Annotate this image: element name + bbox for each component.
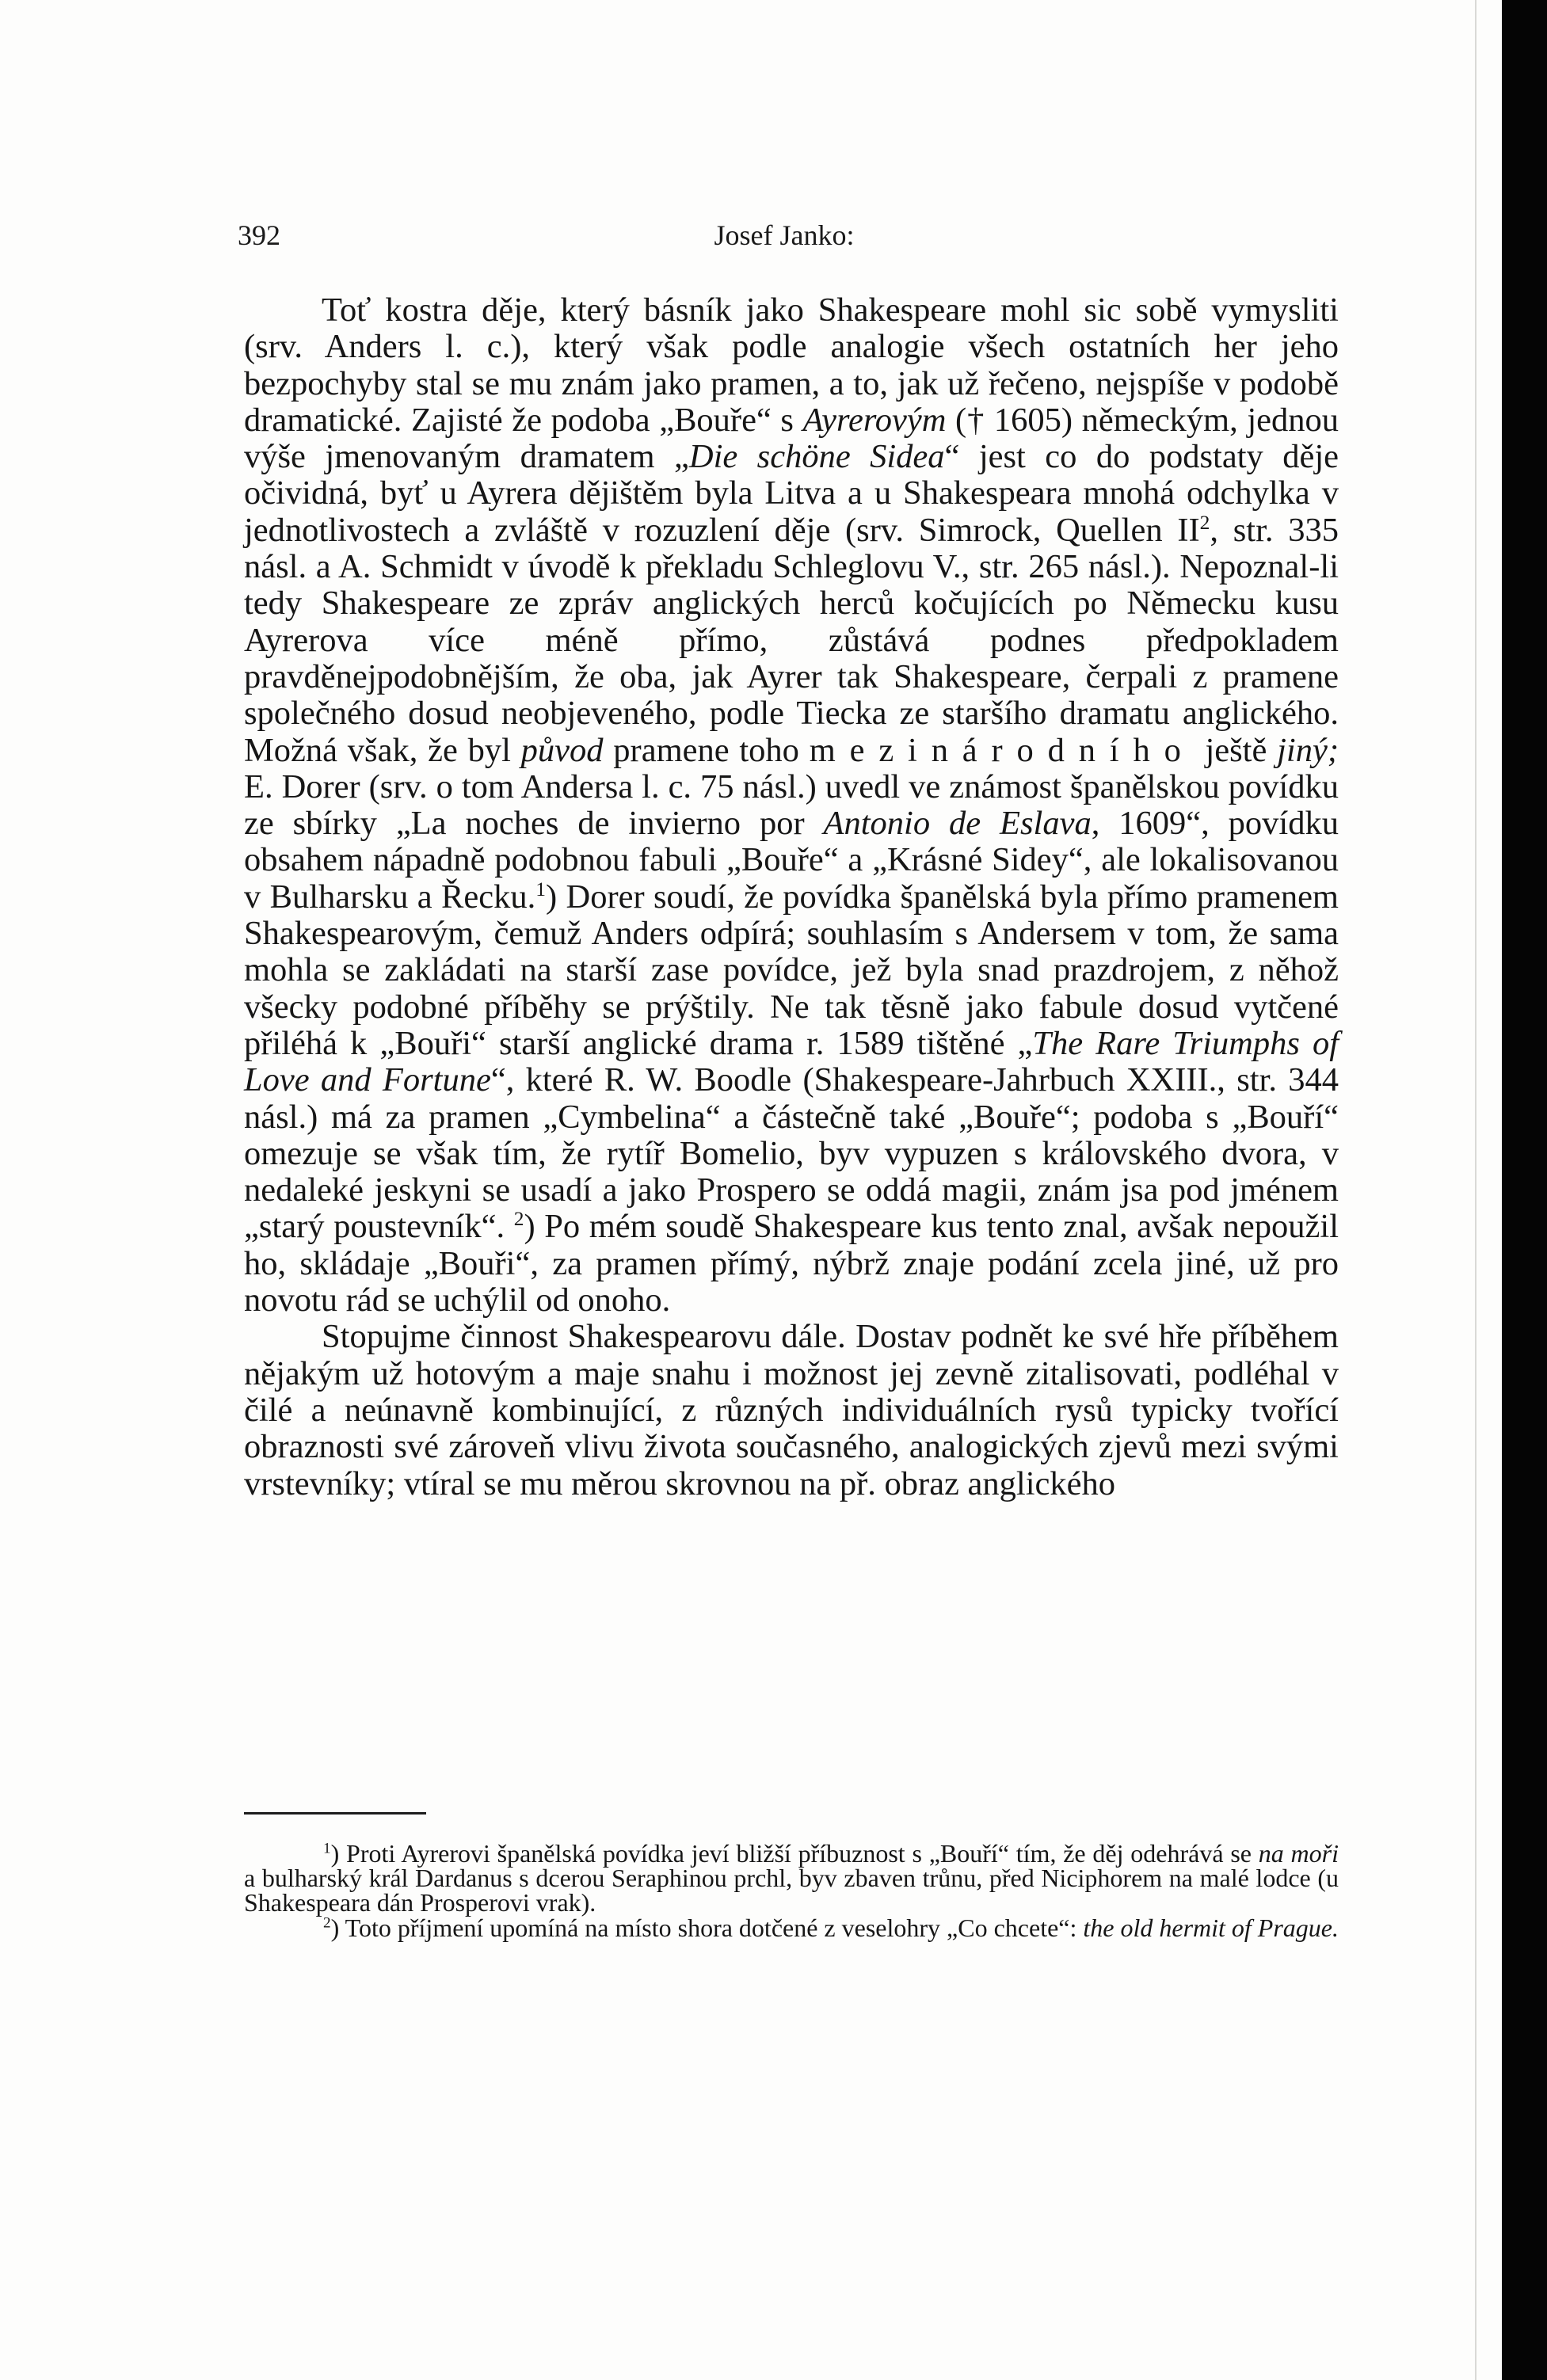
running-title: Josef Janko: — [714, 219, 855, 251]
italic-hermit: the old hermit of Prague. — [1083, 1913, 1339, 1942]
page-edge-shadow — [1475, 0, 1477, 2380]
italic-eslava: Antonio de Eslava — [823, 805, 1092, 843]
italic-ayrer: Ayrerovým — [802, 401, 947, 439]
spaced-mezinarodniho: mezinárodního — [809, 731, 1195, 769]
footnote-ref-2: 2 — [513, 1207, 524, 1231]
footnote-ref-1: 1 — [535, 877, 546, 901]
italic-rare-triumphs: The Rare Triumphs of Love and Fortune — [244, 1024, 1339, 1099]
main-text — [244, 292, 1339, 1502]
footnotes — [244, 1841, 1339, 1940]
italic-puvod: původ — [520, 731, 604, 769]
italic-na-mori: na moři — [1258, 1839, 1339, 1868]
footnote-2: $^2$) Toto příjmení upomíná na místo shora dotčené z veselohry „Co chcete“: the old hermit of Prague. — [323, 1913, 1339, 1942]
footnote-1: $^1$) Proti Ayrerovi španělská povídka jeví bližší příbuznost s „Bouří“ tím, že děj odehrává se na moři a bulharský král Dardanus s dcerou Seraphinou prchl, byv zbaven trůnu, před Niciphorem na malé lodce (u Shakespeara dán Prosperovi vrak). — [244, 1839, 1339, 1917]
paragraph-1: Toť kostra děje, který básník jako Shakespeare mohl sic sobě vymysliti (srv. Anders l. c.), který však podle analogie všech ostatních her jeho bezpochyby stal se mu znám jako pramen, a to, jak už řečeno, nejspíše v podobě dramatické. Zajisté že podoba „Bouře“ s Ayrerovým († 1605) německým, jednou výše jmenovaným dramatem „Die schöne Sidea“ jest co do podstaty děje očividná, byť u Ayrera dějištěm byla Litva a u Shakespeara mnohá odchylka v jednotlivostech a zvláště v rozuzlení děje (srv. Simrock, Quellen $II^2$, str. 335 násl. a A. Schmidt v úvodě k překladu Schleglovu V., str. 265 násl.). Nepoznal-li tedy Shakespeare ze zpráv anglických herců kočujících po Německu kusu Ayrerova více méně přímo, zůstává podnes předpokladem pravděnejpodobnějším, že oba, jak Ayrer tak Shakespeare, čerpali z pramene společného dosud neobjeveného, podle Tiecka ze staršího dramatu anglického. Možná však, že byl původ pramene toho mezinárodního ještě jiný; E. Dorer (srv. o tom Andersa l. c. 75 násl.) uvedl ve známost španělskou povídku ze sbírky „La noches de invierno por Antonio de Eslava, 1609“, povídku obsahem nápadně podobnou fabuli „Bouře“ a „Krásné Sidey“, ale lokalisovanou v Bulharsku a Řecku.$^1$) Dorer soudí, že povídka španělská byla přímo pramenem Shakespearovým, čemuž Anders odpírá; souhlasím s Andersem v tom, že sama mohla se zakládati na starší zase povídce, jež byla snad prazdrojem, z něhož všecky podobné příběhy se prýštily. Ne tak těsně jako fabule dosud vytčené přiléhá k „Bouři“ starší anglické drama r. 1589 tištěné „The Rare Triumphs of Love and Fortune“, které R. W. Boodle (Shakespeare-Jahrbuch XXIII., str. 344 násl.) má za pramen „Cymbelina“ a částečně také „Bouře“; podoba s „Bouří“ omezuje se však tím, že rytíř Bomelio, byv vypuzen s královského dvora, v nedaleké jeskyni se usadí a jako Prospero se oddá magii, znám jsa pod jménem „starý poustevník“. $^2$) Po mém soudě Shakespeare kus tento znal, avšak nepoužil ho, skládaje „Bouři“, za pramen přímý, nýbrž znaje podání zcela jiné, už pro novotu rád se uchýlil od onoho. — [244, 291, 1339, 1319]
footnote-divider — [244, 1812, 426, 1815]
italic-sidea: Die schöne Sidea — [688, 438, 945, 476]
paragraph-2: Stopujme činnost Shakespearovu dále. Dostav podnět ke své hře příběhem nějakým už hotovým a maje snahu i možnost jej zevně zitalisovati, podléhal v čilé a neúnavně kombinující, z různých individuálních rysů typicky tvořící obraznosti své zároveň vlivu života současného, analogických zjevů mezi svými vrstevníky; vtíral se mu měrou skrovnou na př. obraz anglického — [244, 1318, 1339, 1502]
scan-border — [1502, 0, 1547, 2380]
running-head — [238, 219, 1331, 266]
superscript: 2 — [1199, 510, 1210, 534]
page-number: 392 — [238, 219, 280, 251]
italic-jiny: jiný; — [1277, 731, 1339, 769]
